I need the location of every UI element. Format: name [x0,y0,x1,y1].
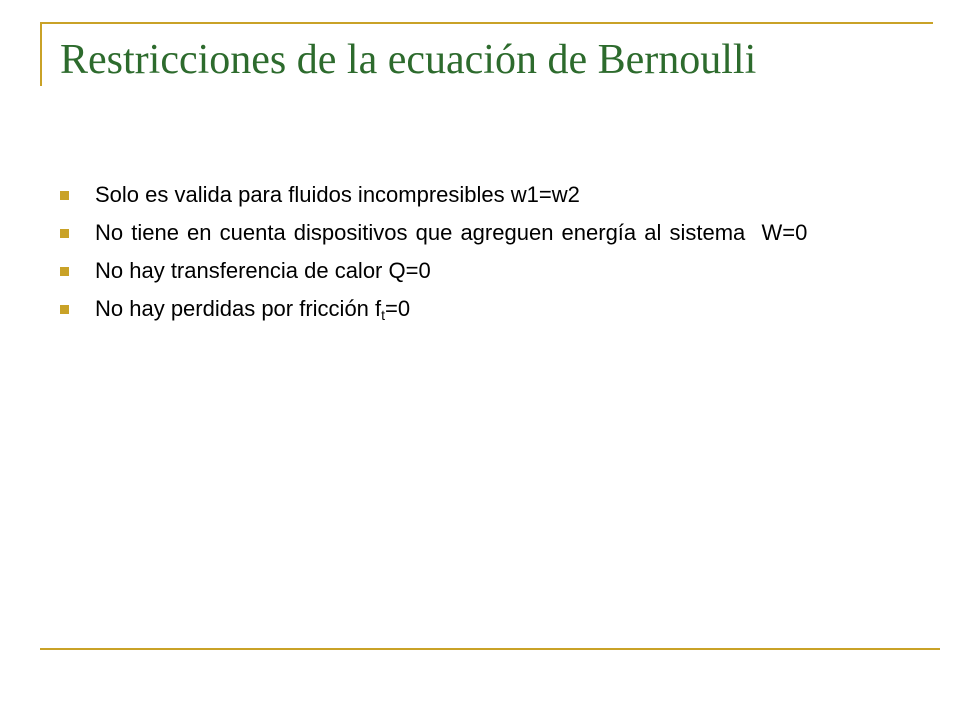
square-bullet-icon [60,229,69,238]
bullet-text [95,296,410,321]
square-bullet-icon [60,267,69,276]
bullet-item [60,256,820,285]
bullet-item [60,294,820,323]
slide-title: Restricciones de la ecuación de Bernoulli [60,37,757,83]
bullet-list [60,180,820,332]
top-rule [40,22,933,24]
square-bullet-icon [60,305,69,314]
bullet-text: No hay transferencia de calor Q=0 [95,258,431,283]
bottom-rule [40,648,940,650]
bullet-text: No tiene en cuenta dispositivos que agreguen energía al sistema W=0 [95,220,808,245]
square-bullet-icon [60,191,69,200]
bullet-text-end: =0 [385,296,411,321]
left-rule [40,22,42,86]
bullet-text: Solo es valida para fluidos incompresibles w1=w2 [95,182,580,207]
subscript-t: t [381,307,386,323]
bullet-item [60,218,820,247]
bullet-text-start: No hay perdidas por fricción f [95,296,382,321]
bullet-item [60,180,820,209]
